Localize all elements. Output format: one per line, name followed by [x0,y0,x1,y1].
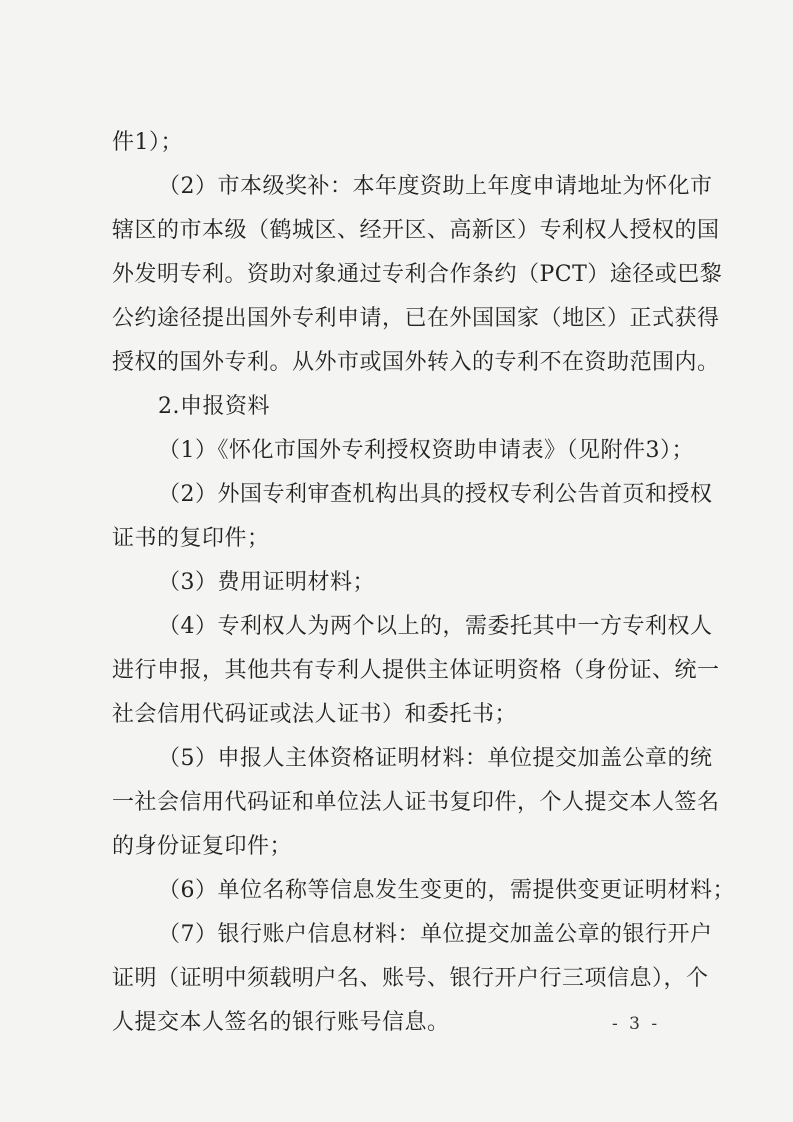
text-line-16: 一社会信用代码证和单位法人证书复印件，个人提交本人签名 [112,790,720,815]
text-line-3: 辖区的市本级（鹤城区、经开区、高新区）专利权人授权的国 [112,218,720,243]
text-line-20: 证明（证明中须载明户名、账号、银行开户行三项信息），个 [112,966,709,991]
text-line-13: 进行申报，其他共有专利人提供主体证明资格（身份证、统一 [112,658,720,683]
text-line-11: （3）费用证明材料； [158,570,375,595]
text-line-4: 外发明专利。资助对象通过专利合作条约（PCT）途径或巴黎 [112,262,723,287]
text-line-15: （5）申报人主体资格证明材料：单位提交加盖公章的统 [158,746,713,771]
text-line-19: （7）银行账户信息材料：单位提交加盖公章的银行开户 [158,922,713,947]
text-line-17: 的身份证复印件； [112,834,293,859]
page-number: - 3 - [612,1014,661,1034]
text-line-1: 件1）； [112,130,183,155]
text-line-2: （2）市本级奖补：本年度资助上年度申请地址为怀化市 [158,174,713,199]
text-line-14: 社会信用代码证或法人证书）和委托书； [112,702,518,727]
text-line-8: （1）《怀化市国外专利授权资助申请表》（见附件3）； [158,438,694,463]
text-line-12: （4）专利权人为两个以上的，需委托其中一方专利权人 [158,614,713,639]
text-line-21: 人提交本人签名的银行账号信息。 [112,1010,450,1035]
text-line-18: （6）单位名称等信息发生变更的，需提供变更证明材料； [158,878,735,903]
text-line-9: （2）外国专利审查机构出具的授权专利公告首页和授权 [158,482,713,507]
text-line-10: 证书的复印件； [112,526,270,551]
text-line-5: 公约途径提出国外专利申请，已在外国国家（地区）正式获得 [112,306,720,331]
section-heading: 2.申报资料 [158,394,270,419]
text-line-6: 授权的国外专利。从外市或国外转入的专利不在资助范围内。 [112,350,720,375]
